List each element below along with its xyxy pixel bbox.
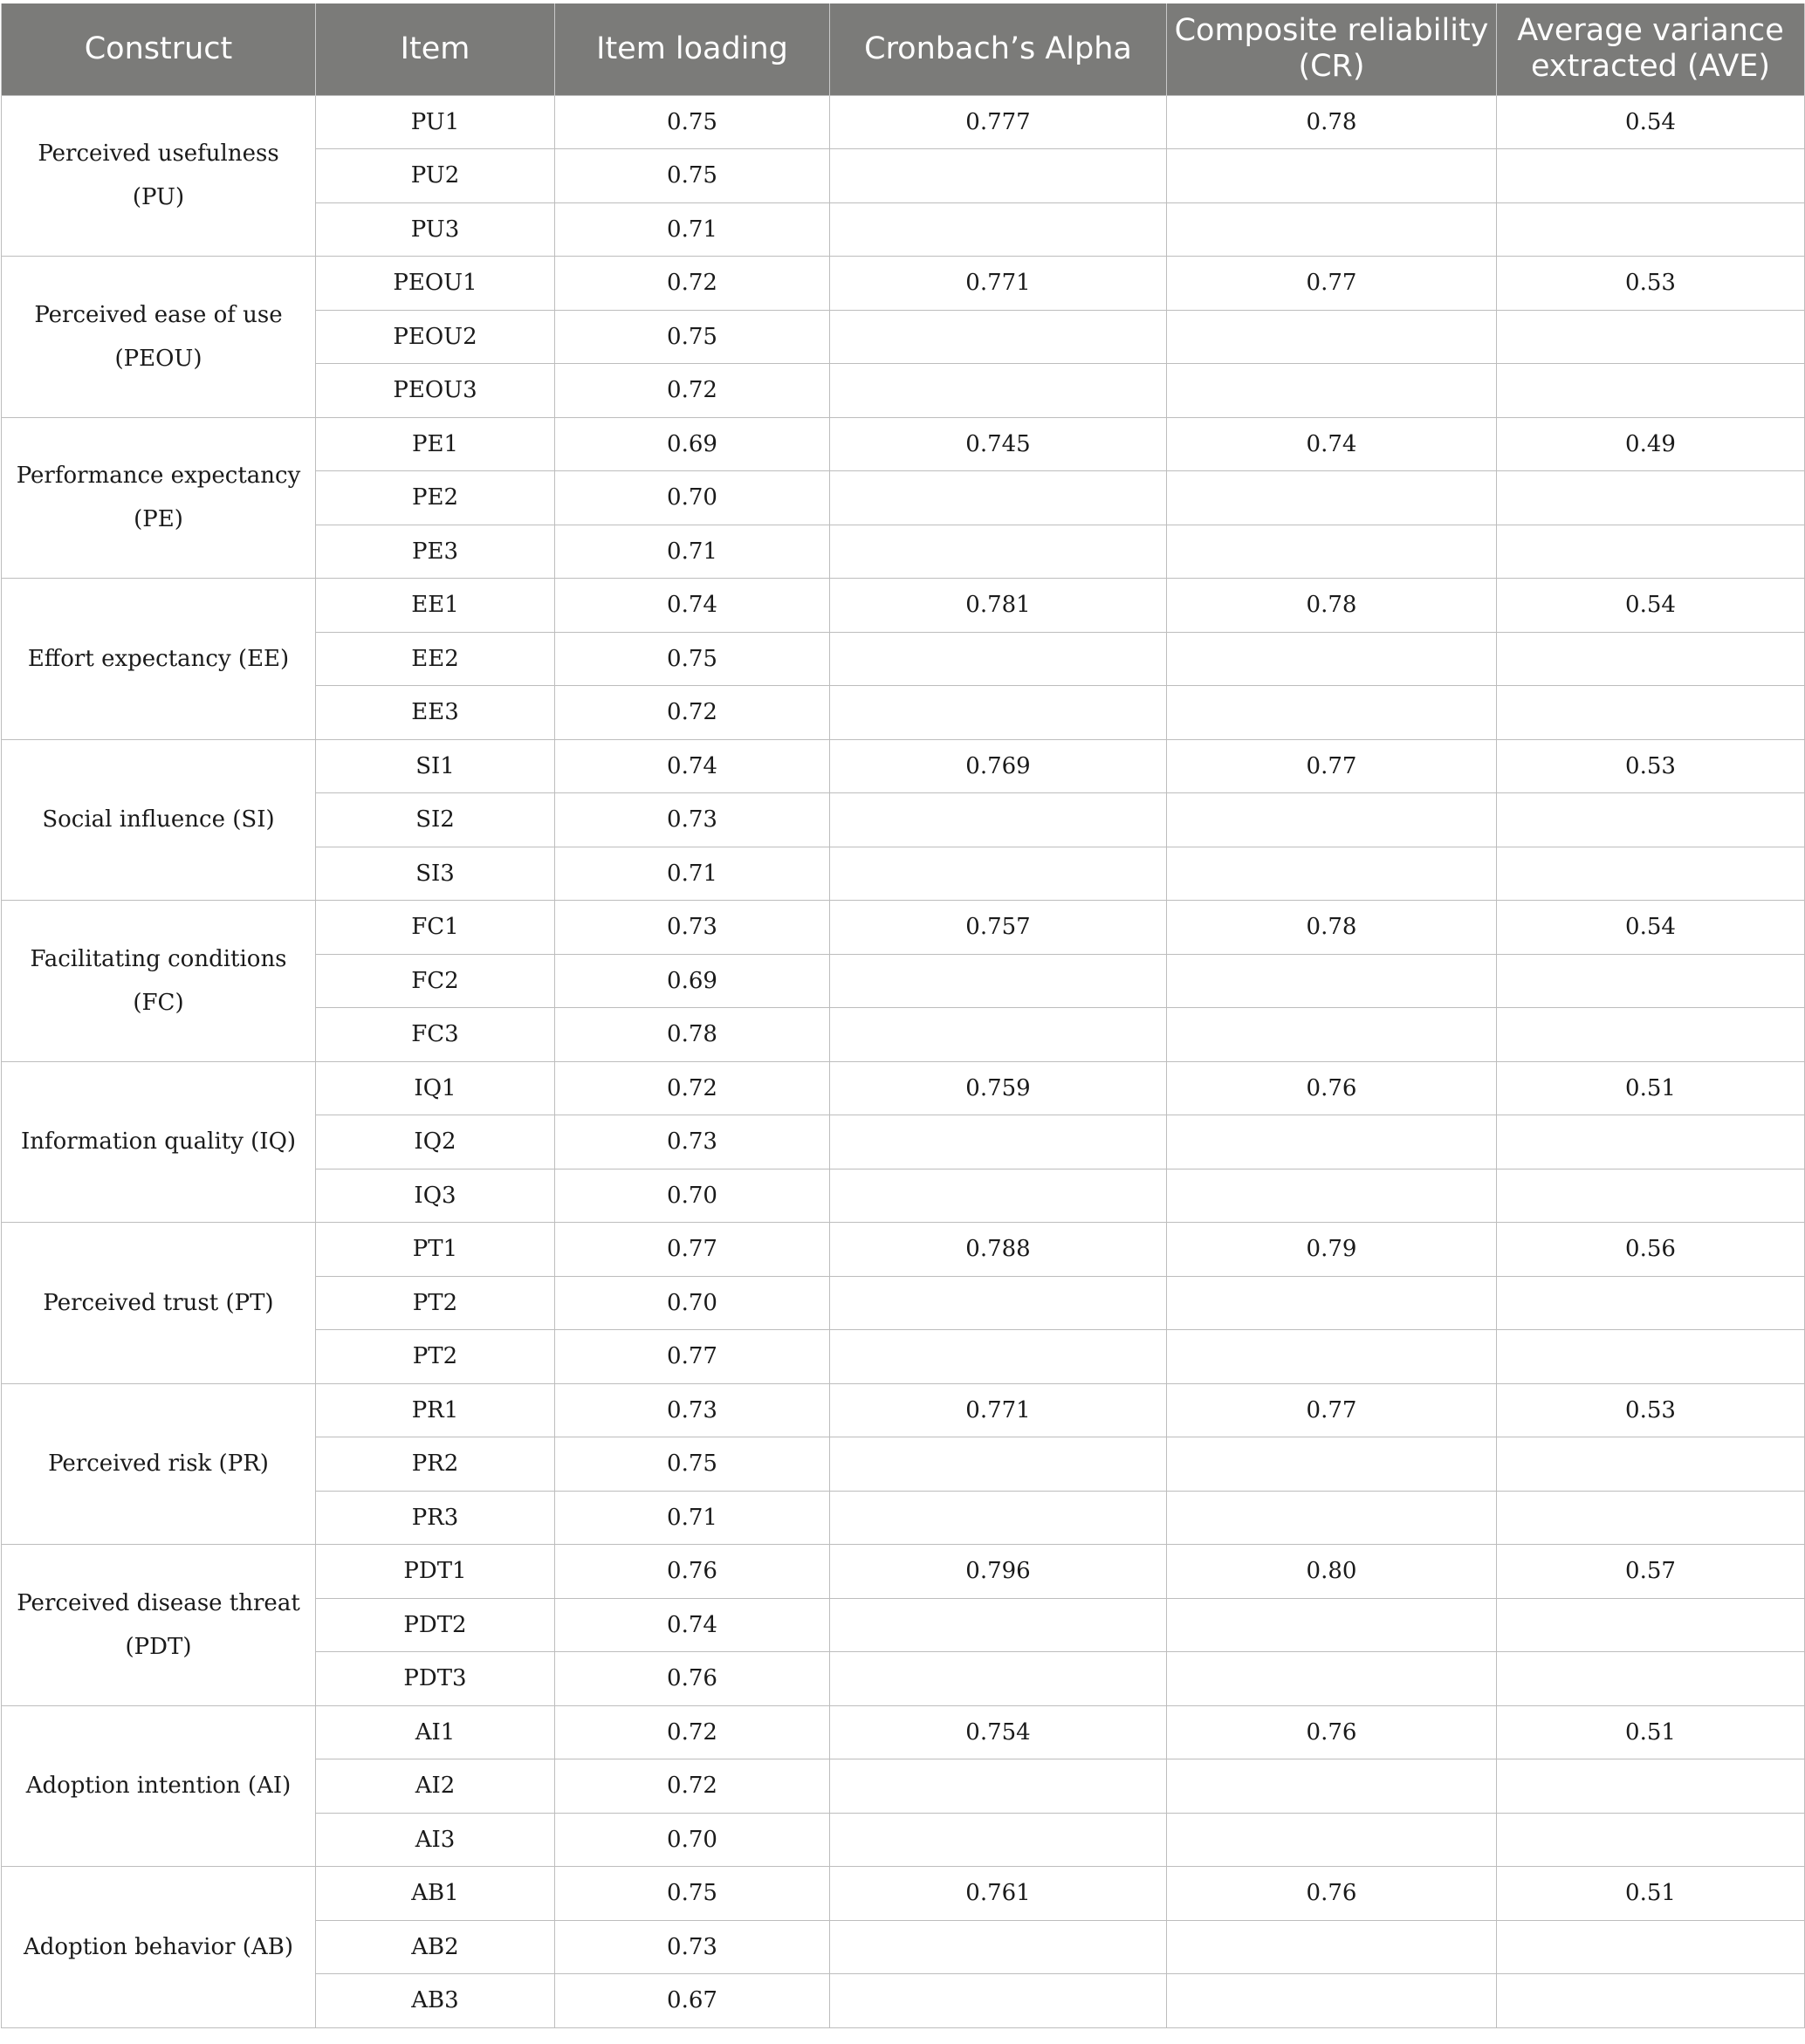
cronbach-alpha-cell: 0.757 [830,901,1167,955]
item-loading-cell: 0.70 [555,1276,830,1330]
table-row [2,739,1805,793]
ave-cell-empty [1497,1437,1805,1492]
ave-cell: 0.54 [1497,95,1805,149]
item-cell: PT1 [316,1223,555,1277]
ave-cell-empty [1497,686,1805,740]
item-cell: EE2 [316,632,555,686]
ave-cell-empty [1497,1920,1805,1974]
construct-cell: Perceived usefulness (PU) [2,95,316,257]
composite-reliability-cell-empty [1167,1813,1497,1867]
construct-cell: Perceived ease of use (PEOU) [2,257,316,418]
item-loading-cell: 0.75 [555,149,830,203]
ave-cell: 0.56 [1497,1223,1805,1277]
table-row [2,1383,1805,1437]
item-loading-cell: 0.71 [555,847,830,901]
item-loading-cell: 0.73 [555,1383,830,1437]
ave-cell-empty [1497,793,1805,847]
table-row [2,417,1805,471]
item-cell: PEOU3 [316,364,555,418]
ave-cell-empty [1497,525,1805,579]
item-cell: PEOU2 [316,310,555,364]
table-row [2,1705,1805,1759]
item-cell: AB2 [316,1920,555,1974]
composite-reliability-cell-empty [1167,149,1497,203]
composite-reliability-cell: 0.80 [1167,1545,1497,1599]
item-cell: SI1 [316,739,555,793]
composite-reliability-cell-empty [1167,954,1497,1008]
composite-reliability-cell-empty [1167,1759,1497,1814]
cronbach-alpha-cell-empty [830,202,1167,257]
ave-cell-empty [1497,847,1805,901]
construct-cell: Effort expectancy (EE) [2,579,316,740]
ave-cell-empty [1497,1813,1805,1867]
item-loading-cell: 0.69 [555,954,830,1008]
item-loading-cell: 0.74 [555,579,830,633]
item-loading-cell: 0.77 [555,1223,830,1277]
item-cell: PT2 [316,1276,555,1330]
cronbach-alpha-cell-empty [830,1330,1167,1384]
table-row [2,1061,1805,1115]
item-loading-cell: 0.71 [555,202,830,257]
item-cell: PE1 [316,417,555,471]
composite-reliability-cell-empty [1167,1330,1497,1384]
item-loading-cell: 0.75 [555,632,830,686]
construct-cell: Adoption behavior (AB) [2,1867,316,2028]
table-body [2,95,1805,2027]
ave-cell: 0.49 [1497,417,1805,471]
item-loading-cell: 0.74 [555,1598,830,1652]
ave-cell: 0.51 [1497,1867,1805,1921]
composite-reliability-cell: 0.78 [1167,95,1497,149]
header-item-loading: Item loading [555,3,830,95]
composite-reliability-cell: 0.79 [1167,1223,1497,1277]
item-cell: PEOU1 [316,257,555,311]
ave-cell-empty [1497,1652,1805,1706]
cronbach-alpha-cell-empty [830,847,1167,901]
cronbach-alpha-cell: 0.761 [830,1867,1167,1921]
cronbach-alpha-cell-empty [830,1974,1167,2028]
item-cell: PR3 [316,1491,555,1545]
ave-cell: 0.54 [1497,901,1805,955]
composite-reliability-cell: 0.77 [1167,739,1497,793]
composite-reliability-cell: 0.76 [1167,1061,1497,1115]
item-cell: AI1 [316,1705,555,1759]
ave-cell-empty [1497,1169,1805,1223]
composite-reliability-cell-empty [1167,1920,1497,1974]
item-loading-cell: 0.76 [555,1545,830,1599]
cronbach-alpha-cell: 0.754 [830,1705,1167,1759]
construct-cell: Perceived risk (PR) [2,1383,316,1545]
cronbach-alpha-cell-empty [830,471,1167,525]
item-loading-cell: 0.72 [555,364,830,418]
composite-reliability-cell-empty [1167,847,1497,901]
cronbach-alpha-cell: 0.771 [830,257,1167,311]
table-header [2,3,1805,95]
ave-cell: 0.53 [1497,257,1805,311]
item-loading-cell: 0.74 [555,739,830,793]
cronbach-alpha-cell-empty [830,1813,1167,1867]
composite-reliability-cell: 0.76 [1167,1705,1497,1759]
item-cell: FC1 [316,901,555,955]
item-loading-cell: 0.67 [555,1974,830,2028]
item-loading-cell: 0.77 [555,1330,830,1384]
table-row [2,1867,1805,1921]
ave-cell-empty [1497,1276,1805,1330]
composite-reliability-cell-empty [1167,793,1497,847]
table-row [2,579,1805,633]
composite-reliability-cell-empty [1167,1974,1497,2028]
item-loading-cell: 0.73 [555,1115,830,1169]
construct-cell: Information quality (IQ) [2,1061,316,1223]
table-row [2,95,1805,149]
construct-cell: Performance expectancy (PE) [2,417,316,579]
ave-cell-empty [1497,202,1805,257]
cronbach-alpha-cell-empty [830,310,1167,364]
cronbach-alpha-cell-empty [830,1008,1167,1062]
construct-cell: Social influence (SI) [2,739,316,901]
composite-reliability-cell-empty [1167,1169,1497,1223]
item-cell: SI3 [316,847,555,901]
cronbach-alpha-cell: 0.745 [830,417,1167,471]
item-cell: PE3 [316,525,555,579]
composite-reliability-cell-empty [1167,1276,1497,1330]
item-loading-cell: 0.75 [555,1867,830,1921]
header-cronbach-alpha: Cronbach’s Alpha [830,3,1167,95]
item-cell: PDT3 [316,1652,555,1706]
composite-reliability-cell-empty [1167,202,1497,257]
item-cell: FC2 [316,954,555,1008]
item-loading-cell: 0.75 [555,1437,830,1492]
item-loading-cell: 0.75 [555,95,830,149]
table-row [2,1545,1805,1599]
composite-reliability-cell: 0.74 [1167,417,1497,471]
composite-reliability-cell: 0.77 [1167,1383,1497,1437]
ave-cell-empty [1497,1598,1805,1652]
header-ave: Average variance extracted (AVE) [1497,3,1805,95]
cronbach-alpha-cell: 0.796 [830,1545,1167,1599]
construct-cell: Adoption intention (AI) [2,1705,316,1867]
composite-reliability-cell-empty [1167,525,1497,579]
cronbach-alpha-cell: 0.788 [830,1223,1167,1277]
item-cell: PR1 [316,1383,555,1437]
composite-reliability-cell-empty [1167,686,1497,740]
composite-reliability-cell-empty [1167,1115,1497,1169]
header-construct: Construct [2,3,316,95]
cronbach-alpha-cell: 0.771 [830,1383,1167,1437]
cronbach-alpha-cell-empty [830,1759,1167,1814]
item-loading-cell: 0.71 [555,525,830,579]
item-loading-cell: 0.71 [555,1491,830,1545]
item-loading-cell: 0.72 [555,257,830,311]
measurement-model-table [1,3,1805,2028]
cronbach-alpha-cell-empty [830,149,1167,203]
item-cell: PU2 [316,149,555,203]
item-cell: IQ3 [316,1169,555,1223]
item-cell: PE2 [316,471,555,525]
ave-cell: 0.51 [1497,1705,1805,1759]
cronbach-alpha-cell-empty [830,686,1167,740]
cronbach-alpha-cell: 0.769 [830,739,1167,793]
table-row [2,901,1805,955]
composite-reliability-cell-empty [1167,1437,1497,1492]
header-item: Item [316,3,555,95]
composite-reliability-cell-empty [1167,364,1497,418]
item-cell: PU1 [316,95,555,149]
item-cell: PDT2 [316,1598,555,1652]
item-cell: PDT1 [316,1545,555,1599]
item-loading-cell: 0.73 [555,1920,830,1974]
construct-cell: Facilitating conditions (FC) [2,901,316,1062]
composite-reliability-cell-empty [1167,1598,1497,1652]
cronbach-alpha-cell-empty [830,1437,1167,1492]
cronbach-alpha-cell-empty [830,1598,1167,1652]
cronbach-alpha-cell-empty [830,793,1167,847]
item-loading-cell: 0.72 [555,686,830,740]
ave-cell-empty [1497,1115,1805,1169]
item-loading-cell: 0.72 [555,1705,830,1759]
cronbach-alpha-cell-empty [830,1652,1167,1706]
item-loading-cell: 0.75 [555,310,830,364]
construct-cell: Perceived disease threat (PDT) [2,1545,316,1706]
item-cell: EE1 [316,579,555,633]
cronbach-alpha-cell-empty [830,364,1167,418]
item-loading-cell: 0.69 [555,417,830,471]
item-loading-cell: 0.76 [555,1652,830,1706]
item-loading-cell: 0.73 [555,901,830,955]
item-loading-cell: 0.73 [555,793,830,847]
item-cell: EE3 [316,686,555,740]
composite-reliability-cell: 0.78 [1167,901,1497,955]
item-loading-cell: 0.70 [555,1169,830,1223]
cronbach-alpha-cell-empty [830,1920,1167,1974]
header-row [2,3,1805,95]
cronbach-alpha-cell-empty [830,525,1167,579]
cronbach-alpha-cell-empty [830,1276,1167,1330]
cronbach-alpha-cell-empty [830,632,1167,686]
item-loading-cell: 0.70 [555,471,830,525]
ave-cell-empty [1497,1008,1805,1062]
header-composite-reliability: Composite reliability (CR) [1167,3,1497,95]
item-cell: AB1 [316,1867,555,1921]
cronbach-alpha-cell: 0.777 [830,95,1167,149]
cronbach-alpha-cell-empty [830,1115,1167,1169]
item-cell: IQ1 [316,1061,555,1115]
item-loading-cell: 0.70 [555,1813,830,1867]
ave-cell-empty [1497,310,1805,364]
cronbach-alpha-cell-empty [830,954,1167,1008]
composite-reliability-cell: 0.76 [1167,1867,1497,1921]
composite-reliability-cell-empty [1167,632,1497,686]
item-cell: AB3 [316,1974,555,2028]
ave-cell-empty [1497,1491,1805,1545]
ave-cell: 0.54 [1497,579,1805,633]
composite-reliability-cell-empty [1167,1008,1497,1062]
ave-cell: 0.57 [1497,1545,1805,1599]
item-cell: IQ2 [316,1115,555,1169]
cronbach-alpha-cell-empty [830,1491,1167,1545]
item-cell: PR2 [316,1437,555,1492]
item-cell: FC3 [316,1008,555,1062]
cronbach-alpha-cell: 0.781 [830,579,1167,633]
composite-reliability-cell-empty [1167,471,1497,525]
ave-cell-empty [1497,364,1805,418]
item-cell: PU3 [316,202,555,257]
cronbach-alpha-cell-empty [830,1169,1167,1223]
composite-reliability-cell-empty [1167,1652,1497,1706]
item-cell: SI2 [316,793,555,847]
ave-cell-empty [1497,1974,1805,2028]
composite-reliability-cell: 0.78 [1167,579,1497,633]
item-cell: PT2 [316,1330,555,1384]
construct-cell: Perceived trust (PT) [2,1223,316,1384]
cronbach-alpha-cell: 0.759 [830,1061,1167,1115]
composite-reliability-cell-empty [1167,310,1497,364]
item-loading-cell: 0.72 [555,1759,830,1814]
composite-reliability-cell-empty [1167,1491,1497,1545]
ave-cell-empty [1497,632,1805,686]
table-row [2,1223,1805,1277]
item-cell: AI2 [316,1759,555,1814]
ave-cell-empty [1497,1330,1805,1384]
item-loading-cell: 0.72 [555,1061,830,1115]
ave-cell-empty [1497,954,1805,1008]
item-loading-cell: 0.78 [555,1008,830,1062]
composite-reliability-cell: 0.77 [1167,257,1497,311]
ave-cell: 0.53 [1497,739,1805,793]
ave-cell-empty [1497,149,1805,203]
ave-cell: 0.53 [1497,1383,1805,1437]
ave-cell-empty [1497,1759,1805,1814]
table-row [2,257,1805,311]
ave-cell-empty [1497,471,1805,525]
ave-cell: 0.51 [1497,1061,1805,1115]
item-cell: AI3 [316,1813,555,1867]
